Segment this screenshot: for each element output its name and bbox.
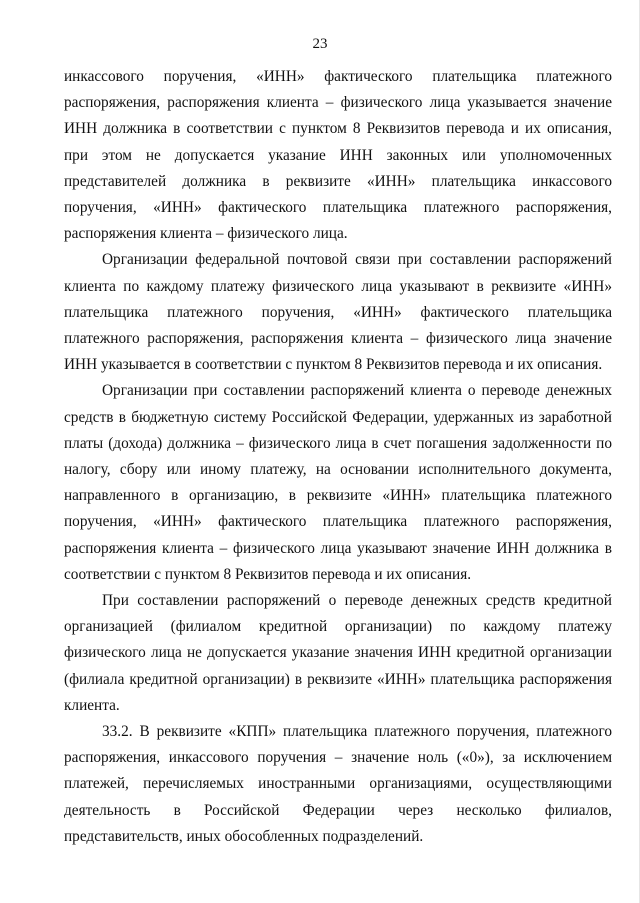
paragraph-postal-organizations: Организации федеральной почтовой связи при составлении распоряжений клиента по каждому платежу физического лица указывают в реквизите «ИНН» плательщика платежного поручения, «ИНН» фактического плательщика платежного распоряжения, распоряжения клиента – физического лица значение ИНН указывается в соответствии с пунктом 8 Реквизитов перевода и их описания.: [64, 251, 612, 374]
document-body: [64, 64, 612, 850]
page-number: 23: [312, 36, 328, 52]
paragraph-credit-organizations: При составлении распоряжений о переводе денежных средств кредитной организацией (филиалом кредитной организации) по каждому платежу физического лица не допускается указание значения ИНН кредитной организации (филиала кредитной организации) в реквизите «ИНН» плательщика распоряжения клиента.: [64, 592, 612, 714]
paragraph-continuation: инкассового поручения, «ИНН» фактического плательщика платежного распоряжения, распоряжения клиента – физического лица указывается значение ИНН должника в соответствии с пунктом 8 Реквизитов перевода и их описания, при этом не допускается указание ИНН законных или уполномоченных представителей должника в реквизите «ИНН» плательщика инкассового поручения, «ИНН» фактического плательщика платежного распоряжения, распоряжения клиента – физического лица.: [64, 68, 612, 243]
paragraph-budget-transfers: Организации при составлении распоряжений клиента о переводе денежных средств в бюджетную систему Российской Федерации, удержанных из заработной платы (дохода) должника – физического лица в счет погашения задолженности по налогу, сбору или иному платежу, на основании исполнительного документа, направленного в организацию, в реквизите «ИНН» плательщика платежного поручения, «ИНН» фактического плательщика платежного распоряжения, распоряжения клиента – физического лица указывают значение ИНН должника в соответствии с пунктом 8 Реквизитов перевода и их описания.: [64, 382, 612, 583]
paragraph-kpp-33-2: 33.2. В реквизите «КПП» плательщика платежного поручения, платежного распоряжения, инкассового поручения – значение ноль («0»), за исключением платежей, перечисляемых иностранными организациями, осуществляющими деятельность в Российской Федерации через несколько филиалов, представительств, иных обособленных подразделений.: [64, 723, 612, 845]
